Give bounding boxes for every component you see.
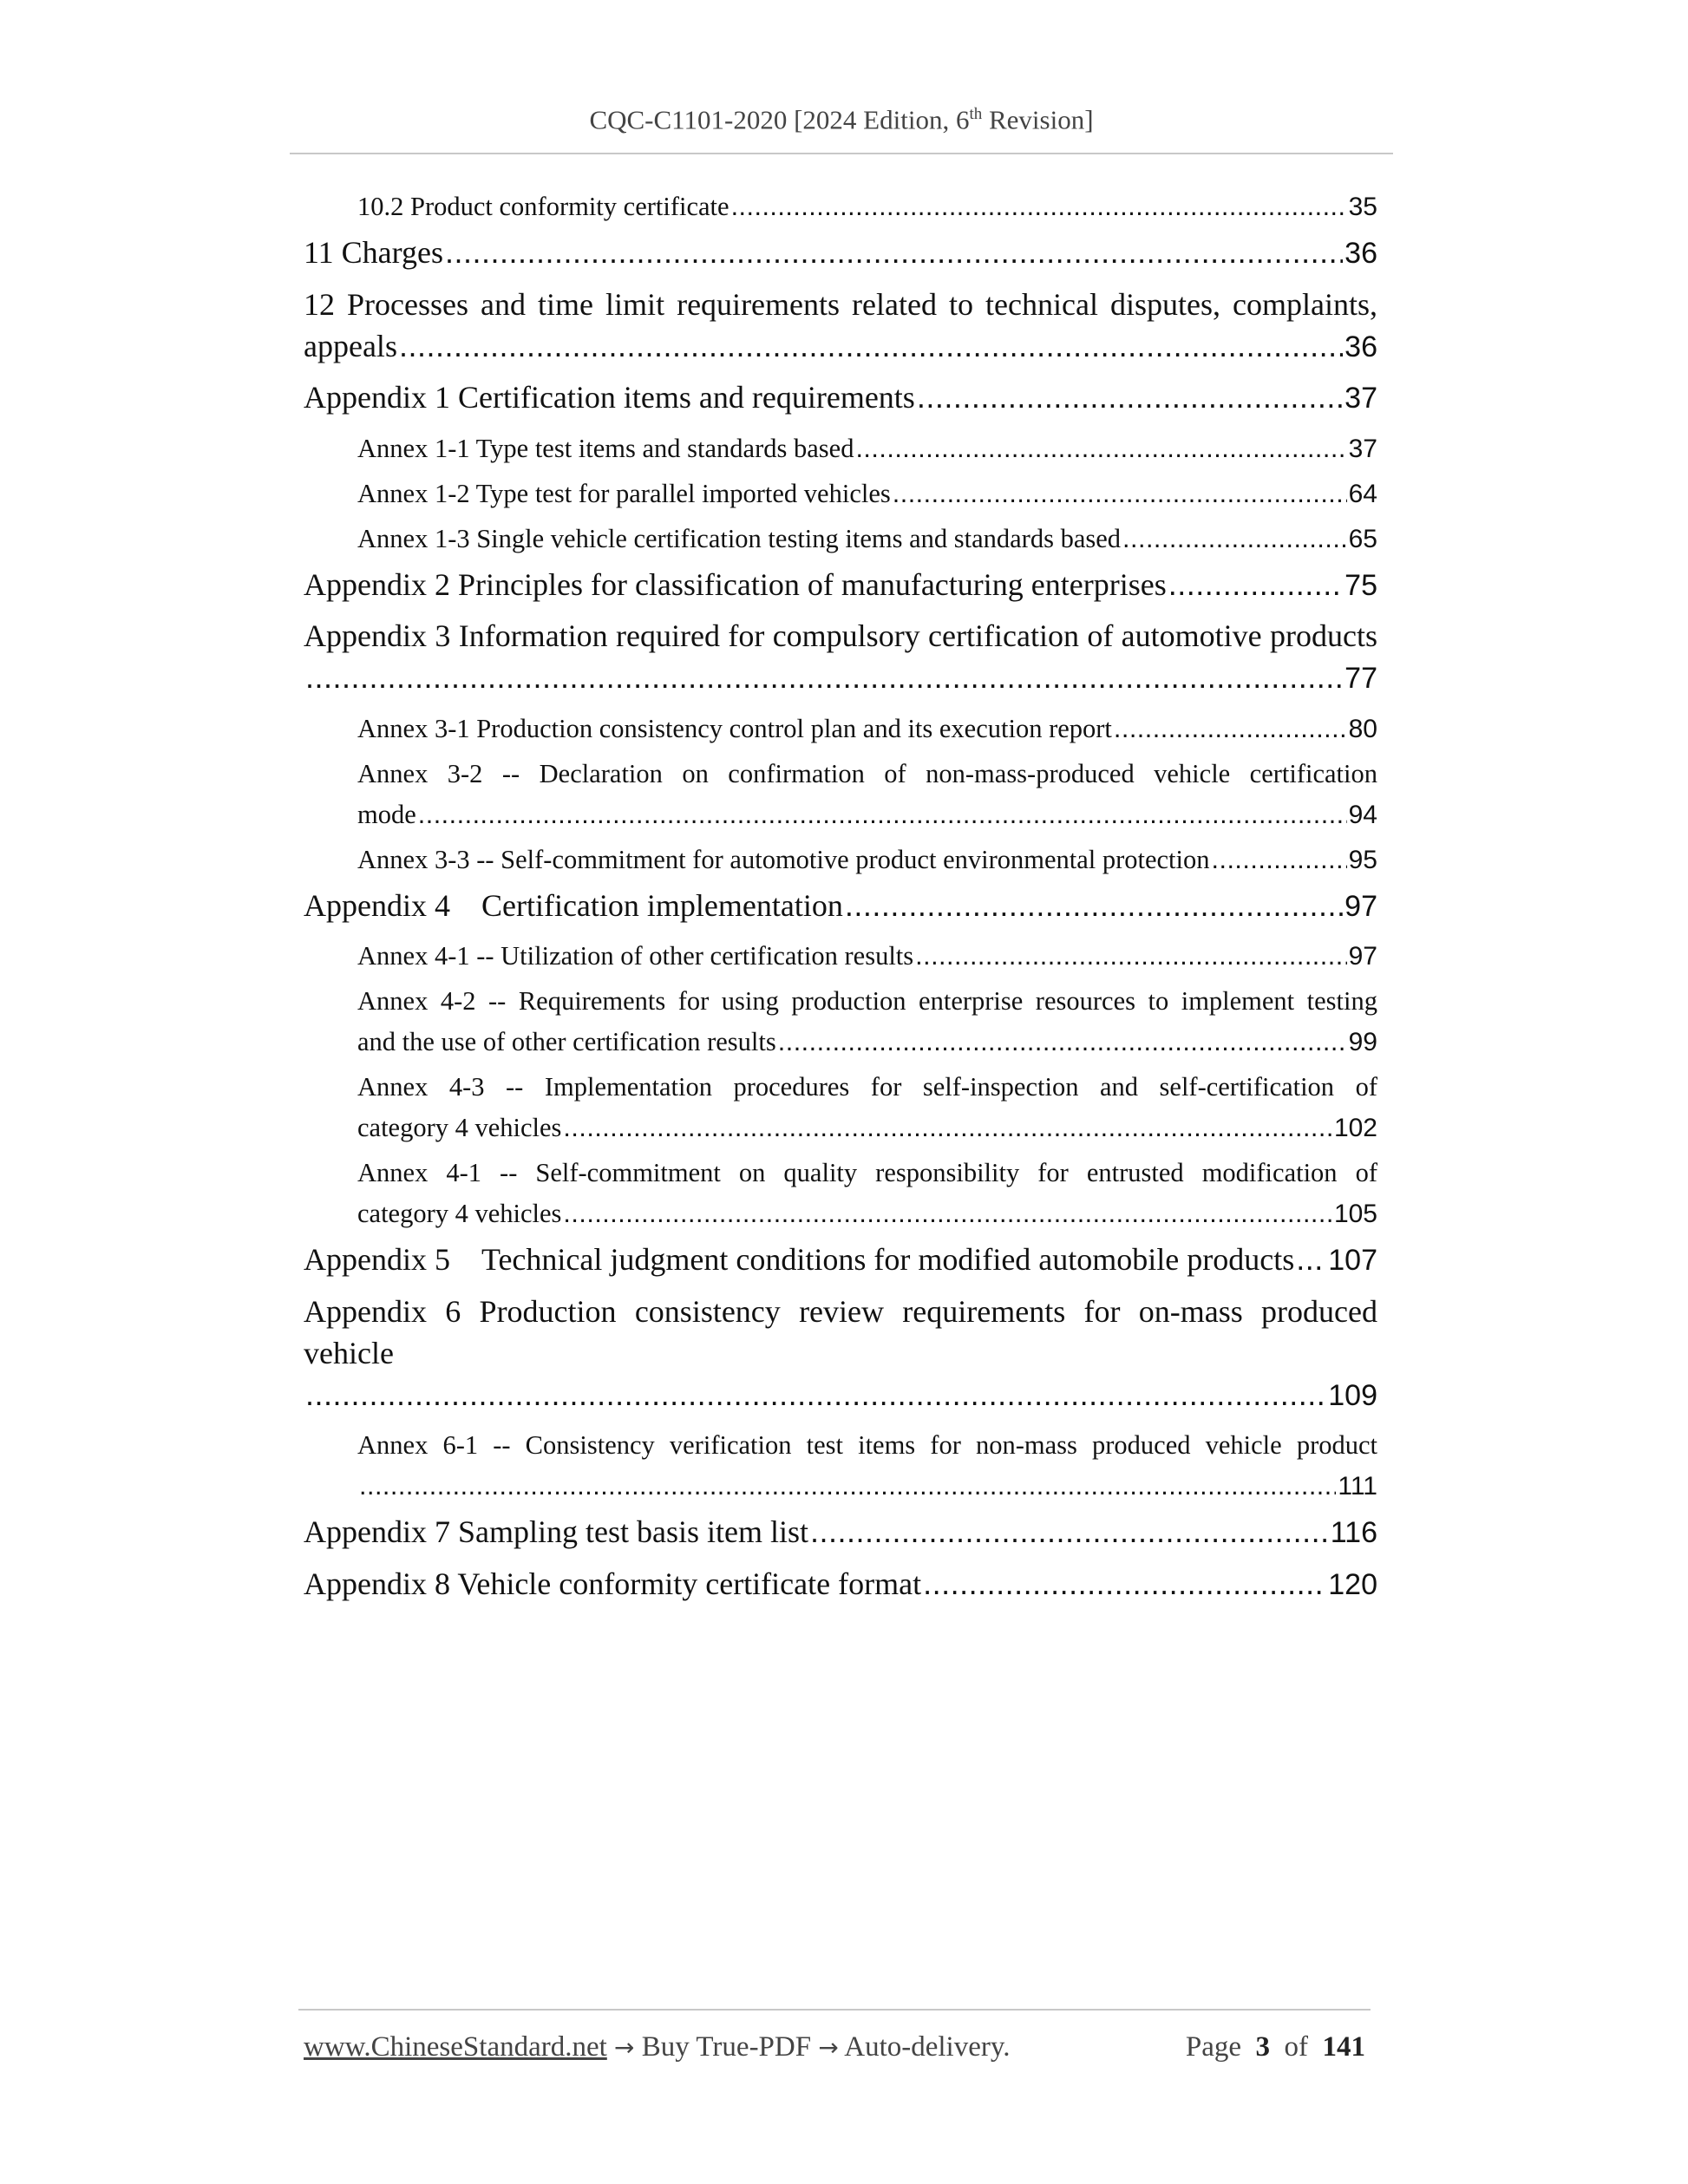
- header-title-suffix: Revision]: [982, 104, 1094, 135]
- toc-entry-title: Annex 1-3 Single vehicle certification testing items and standards based: [357, 523, 1122, 553]
- toc-dot-leader: [305, 657, 1343, 698]
- toc-dot-leader: [923, 1563, 1326, 1605]
- header-title-prefix: CQC-C1101-2020 [2024 Edition, 6: [589, 104, 970, 135]
- auto-delivery-text: Auto-delivery.: [844, 2031, 1011, 2063]
- toc-page-number: 111: [1338, 1472, 1377, 1501]
- toc-dot-leader: [1122, 519, 1347, 559]
- toc-entry-title: Annex 4-1 -- Utilization of other certification results: [357, 941, 914, 971]
- buy-true-pdf-text: Buy True-PDF: [641, 2031, 812, 2063]
- toc-page-number: 77: [1345, 662, 1377, 695]
- toc-page-number: 116: [1330, 1516, 1377, 1549]
- toc-entry[interactable]: [304, 1291, 1377, 1416]
- toc-entry-title: and the use of other certification results: [357, 1027, 776, 1056]
- toc-entry-title: category 4 vehicles: [357, 1199, 562, 1228]
- toc-entry-title: Annex 3-3 -- Self-commitment for automotive product environmental protection: [357, 844, 1210, 874]
- toc-entry-title-line: 12 Processes and time limit requirements related to technical disputes, complaints,: [304, 286, 1377, 322]
- toc-entry[interactable]: [304, 885, 1377, 927]
- toc-page-number: 102: [1333, 1114, 1377, 1142]
- toc-page-number: 105: [1333, 1200, 1377, 1228]
- toc-entry-line: [304, 232, 1377, 274]
- toc-entry-title-line: Appendix 6 Production consistency review requirements for on-mass produced vehicle: [304, 1293, 1377, 1370]
- toc-entry[interactable]: [304, 519, 1377, 559]
- toc-entry-line: [357, 840, 1377, 880]
- toc-dot-leader: [917, 376, 1343, 418]
- toc-dot-leader: [893, 474, 1347, 514]
- toc-page-number: 97: [1348, 942, 1377, 971]
- toc-page-number: 36: [1345, 330, 1377, 363]
- toc-page-number: 120: [1328, 1567, 1377, 1601]
- toc-dot-leader: [563, 1193, 1332, 1234]
- arrow-right-icon: →: [614, 2033, 635, 2062]
- page-counter: [1186, 2028, 1365, 2066]
- toc-entry[interactable]: [304, 840, 1377, 880]
- toc-entry-title-line: Annex 4-2 -- Requirements for using production enterprise resources to implement testing: [357, 986, 1377, 1016]
- header-divider: [290, 153, 1393, 154]
- toc-page-number: 99: [1348, 1028, 1377, 1056]
- toc-entry-title: mode: [357, 799, 416, 829]
- toc-dot-leader: [845, 885, 1343, 926]
- website-link[interactable]: www.ChineseStandard.net: [304, 2031, 607, 2063]
- toc-entry[interactable]: [304, 936, 1377, 977]
- toc-entry-title: Annex 3-1 Production consistency control plan and its execution report: [357, 713, 1112, 743]
- toc-entry-line: [304, 325, 1377, 368]
- toc-entry-line: [304, 1239, 1377, 1281]
- toc-dot-leader: [1212, 840, 1347, 880]
- toc-entry-line: [357, 1193, 1377, 1234]
- toc-entry-title: Appendix 1 Certification items and requirements: [304, 380, 915, 415]
- page-total: 141: [1322, 2031, 1365, 2063]
- toc-entry[interactable]: [304, 1511, 1377, 1553]
- toc-dot-leader: [563, 1108, 1332, 1148]
- toc-entry[interactable]: [304, 428, 1377, 469]
- toc-page-number: 97: [1345, 889, 1377, 923]
- toc-entry-title-line: Annex 6-1 -- Consistency verification test items for non-mass produced vehicle product: [357, 1430, 1377, 1460]
- toc-entry-line: [304, 1374, 1377, 1416]
- toc-entry-line: [357, 428, 1377, 469]
- toc-page-number: 109: [1328, 1378, 1377, 1412]
- toc-dot-leader: [1114, 709, 1347, 749]
- toc-dot-leader: [399, 325, 1343, 367]
- toc-entry-title: appeals: [304, 328, 397, 363]
- toc-page-number: 35: [1348, 193, 1377, 221]
- toc-dot-leader: [1296, 1239, 1326, 1280]
- toc-entry[interactable]: [304, 1563, 1377, 1605]
- toc-entry-line: [304, 657, 1377, 699]
- toc-page-number: 75: [1345, 568, 1377, 602]
- toc-dot-leader: [445, 232, 1343, 273]
- toc-entry-title: 10.2 Product conformity certificate: [357, 192, 730, 221]
- toc-entry-title-line: Appendix 3 Information required for compulsory certification of automotive products: [304, 618, 1377, 653]
- toc-entry-line: [304, 1511, 1377, 1553]
- toc-entry-title-line: Annex 4-1 -- Self-commitment on quality responsibility for entrusted modification of: [357, 1158, 1377, 1187]
- toc-entry[interactable]: [304, 754, 1377, 835]
- toc-dot-leader: [810, 1511, 1329, 1553]
- toc-entry-line: [357, 794, 1377, 835]
- footer-divider: [298, 2009, 1371, 2011]
- toc-entry-line: [357, 1022, 1377, 1063]
- toc-entry-title: category 4 vehicles: [357, 1113, 562, 1142]
- toc-entry-line: [357, 1466, 1377, 1507]
- page-header: [290, 97, 1393, 137]
- header-title-superscript: th: [969, 105, 983, 123]
- toc-entry-title: Annex 1-1 Type test items and standards based: [357, 433, 854, 463]
- toc-entry[interactable]: [304, 981, 1377, 1063]
- toc-entry-title: Appendix 5 Technical judgment conditions for modified automobile products: [304, 1242, 1295, 1277]
- toc-entry[interactable]: [304, 709, 1377, 749]
- toc-entry-line: [357, 709, 1377, 749]
- toc-entry-line: [304, 885, 1377, 927]
- toc-page-number: 65: [1348, 524, 1377, 553]
- toc-entry-title-line: Annex 4-3 -- Implementation procedures for self-inspection and self-certification of: [357, 1072, 1377, 1102]
- toc-entry-line: [357, 186, 1377, 227]
- toc-entry-title-line: Annex 3-2 -- Declaration on confirmation of non-mass-produced vehicle certification: [357, 758, 1377, 788]
- arrow-right-icon: →: [818, 2033, 839, 2062]
- toc-entry[interactable]: [304, 232, 1377, 274]
- toc-entry[interactable]: [304, 1239, 1377, 1281]
- page-label: Page: [1185, 2031, 1241, 2063]
- toc-entry-line: [304, 564, 1377, 606]
- toc-entry-line: [304, 1563, 1377, 1605]
- of-label: of: [1284, 2031, 1308, 2063]
- toc-entry[interactable]: [304, 1425, 1377, 1507]
- toc-dot-leader: [359, 1466, 1336, 1507]
- toc-page-number: 94: [1348, 800, 1377, 829]
- toc-page-number: 37: [1348, 434, 1377, 463]
- toc-entry-title: Appendix 7 Sampling test basis item list: [304, 1514, 808, 1549]
- toc-entry[interactable]: [304, 615, 1377, 699]
- toc-entry[interactable]: [304, 376, 1377, 419]
- toc-page-number: 107: [1328, 1244, 1377, 1277]
- toc-entry[interactable]: [304, 284, 1377, 368]
- toc-page-number: 37: [1345, 382, 1377, 415]
- toc-entry-title: 11 Charges: [304, 235, 443, 270]
- toc-entry-line: [304, 376, 1377, 419]
- toc-dot-leader: [731, 186, 1347, 227]
- toc-dot-leader: [305, 1374, 1326, 1416]
- toc-entry-title: Appendix 2 Principles for classification of manufacturing enterprises: [304, 566, 1167, 602]
- toc-page-number: 36: [1345, 237, 1377, 270]
- toc-entry-title: Appendix 4 Certification implementation: [304, 887, 843, 923]
- toc-dot-leader: [418, 794, 1347, 835]
- toc-dot-leader: [1168, 564, 1343, 605]
- toc-entry-line: [357, 936, 1377, 977]
- toc-entry[interactable]: [304, 186, 1377, 227]
- toc-entry-title: Annex 1-2 Type test for parallel imported vehicles: [357, 478, 891, 508]
- toc-dot-leader: [778, 1022, 1347, 1063]
- toc-entry-line: [357, 1108, 1377, 1148]
- toc-entry[interactable]: [304, 1153, 1377, 1234]
- table-of-contents: [304, 186, 1377, 1614]
- footer-promo: [304, 2028, 1010, 2067]
- page-current: 3: [1255, 2031, 1270, 2063]
- toc-dot-leader: [915, 936, 1346, 977]
- toc-page-number: 80: [1348, 714, 1377, 743]
- toc-entry[interactable]: [304, 564, 1377, 606]
- toc-page-number: 64: [1348, 479, 1377, 508]
- toc-dot-leader: [855, 428, 1346, 469]
- toc-entry-title: Appendix 8 Vehicle conformity certificate format: [304, 1566, 922, 1601]
- toc-entry-line: [357, 474, 1377, 514]
- toc-entry[interactable]: [304, 474, 1377, 514]
- toc-entry-line: [357, 519, 1377, 559]
- toc-page-number: 95: [1348, 845, 1377, 874]
- toc-entry[interactable]: [304, 1067, 1377, 1148]
